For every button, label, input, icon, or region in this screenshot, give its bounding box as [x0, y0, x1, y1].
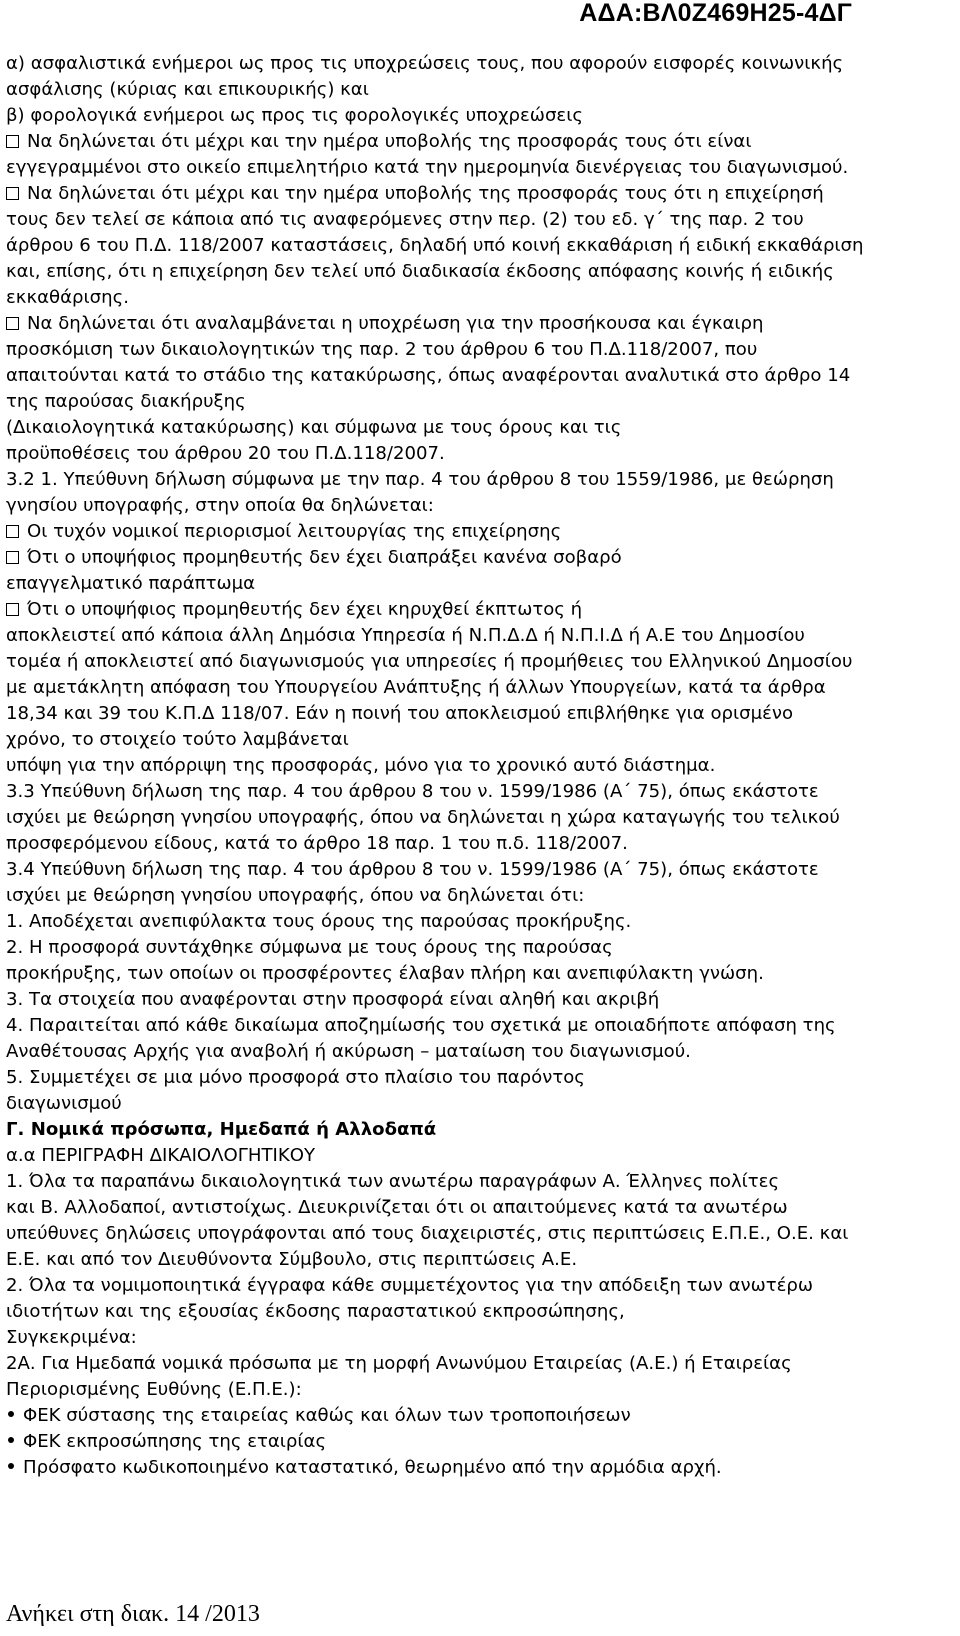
text-line	[6, 857, 954, 883]
text-line	[6, 1351, 954, 1377]
line-text: Συγκεκριμένα:	[6, 1327, 137, 1348]
checkbox-icon	[6, 551, 19, 564]
line-text: ασφάλισης (κύριας και επικουρικής) και	[6, 79, 369, 100]
page-footer: Ανήκει στη διακ. 14 /2013	[6, 1601, 260, 1627]
text-line	[6, 1169, 954, 1195]
text-line	[6, 181, 954, 207]
line-text: με αμετάκλητη απόφαση του Υπουργείου Ανάπτυξης ή άλλων Υπουργείων, κατά τα άρθρα	[6, 677, 826, 698]
text-line	[6, 701, 954, 727]
text-line	[6, 129, 954, 155]
document-body	[6, 51, 954, 1481]
checkbox-icon	[6, 317, 19, 330]
line-text: υπόψη για την απόρριψη της προσφοράς, μόνο για το χρονικό αυτό διάστημα.	[6, 755, 716, 776]
line-text: Να δηλώνεται ότι αναλαμβάνεται η υποχρέωση για την προσήκουσα και έγκαιρη	[27, 313, 764, 334]
line-text: Αναθέτουσας Αρχής για αναβολή ή ακύρωση – ματαίωση του διαγωνισμού.	[6, 1041, 691, 1062]
line-text: Περιορισμένης Ευθύνης (Ε.Π.Ε.):	[6, 1379, 302, 1400]
text-line	[6, 1377, 954, 1403]
line-text: ισχύει με θεώρηση γνησίου υπογραφής, όπου να δηλώνεται η χώρα καταγωγής του τελικού	[6, 807, 840, 828]
text-line	[6, 1299, 954, 1325]
checkbox-icon	[6, 603, 19, 616]
line-text: απαιτούνται κατά το στάδιο της κατακύρωσης, όπως αναφέρονται αναλυτικά στο άρθρο 14	[6, 365, 851, 386]
line-text: προσκόμιση των δικαιολογητικών της παρ. 2 του άρθρου 6 του Π.Δ.118/2007, που	[6, 339, 758, 360]
line-text: Να δηλώνεται ότι μέχρι και την ημέρα υποβολής της προσφοράς τους ότι η επιχείρησή	[27, 183, 824, 204]
text-line	[6, 519, 954, 545]
line-text: ιδιοτήτων και της εξουσίας έκδοσης παραστατικού εκπροσώπησης,	[6, 1301, 625, 1322]
line-text: Να δηλώνεται ότι μέχρι και την ημέρα υποβολής της προσφοράς τους ότι είναι	[27, 131, 752, 152]
line-text: (Δικαιολογητικά κατακύρωσης) και σύμφωνα με τους όρους και τις	[6, 417, 622, 438]
text-line	[6, 935, 954, 961]
line-text: προϋποθέσεις του άρθρου 20 του Π.Δ.118/2007.	[6, 443, 445, 464]
text-line	[6, 623, 954, 649]
line-text: εκκαθάρισης.	[6, 287, 129, 308]
text-line	[6, 1273, 954, 1299]
line-text: Ότι ο υποψήφιος προμηθευτής δεν έχει κηρυχθεί έκπτωτος ή	[27, 599, 583, 620]
text-line	[6, 1091, 954, 1117]
line-text: διαγωνισμού	[6, 1093, 122, 1114]
line-text: β) φορολογικά ενήμεροι ως προς τις φορολογικές υποχρεώσεις	[6, 105, 583, 126]
text-line	[6, 1195, 954, 1221]
line-text: 3.3 Υπεύθυνη δήλωση της παρ. 4 του άρθρου 8 του ν. 1599/1986 (Α΄ 75), όπως εκάστοτε	[6, 781, 819, 802]
bullet-icon	[8, 1437, 14, 1443]
text-line	[6, 545, 954, 571]
text-line	[6, 207, 954, 233]
text-line	[6, 727, 954, 753]
bullet-icon	[8, 1463, 14, 1469]
line-text: εγγεγραμμένοι στο οικείο επιμελητήριο κατά την ημερομηνία διενέργειας του διαγωνισμού.	[6, 157, 849, 178]
line-text: τους δεν τελεί σε κάποια από τις αναφερόμενες στην περ. (2) του εδ. γ΄ της παρ. 2 του	[6, 209, 804, 230]
line-text: ΦΕΚ σύστασης της εταιρείας καθώς και όλων των τροποποιήσεων	[23, 1405, 631, 1426]
line-text: γνησίου υπογραφής, στην οποία θα δηλώνεται:	[6, 495, 434, 516]
line-text: άρθρου 6 του Π.Δ. 118/2007 καταστάσεις, δηλαδή υπό κοινή εκκαθάριση ή ειδική εκκαθάριση	[6, 235, 864, 256]
line-text: 4. Παραιτείται από κάθε δικαίωμα αποζημίωσής του σχετικά με οποιαδήποτε απόφαση της	[6, 1015, 836, 1036]
line-text: 2Α. Για Ημεδαπά νομικά πρόσωπα με τη μορφή Ανωνύμου Εταιρείας (Α.Ε.) ή Εταιρείας	[6, 1353, 792, 1374]
line-text: της παρούσας διακήρυξης	[6, 391, 246, 412]
text-line	[6, 467, 954, 493]
text-line	[6, 1039, 954, 1065]
line-text: τομέα ή αποκλειστεί από διαγωνισμούς για υπηρεσίες ή προμήθειες του Ελληνικού Δημοσίου	[6, 651, 853, 672]
text-line	[6, 909, 954, 935]
line-text: επαγγελματικό παράπτωμα	[6, 573, 256, 594]
line-text: ισχύει με θεώρηση γνησίου υπογραφής, όπου να δηλώνεται ότι:	[6, 885, 585, 906]
checkbox-icon	[6, 135, 19, 148]
line-text: χρόνο, το στοιχείο τούτο λαμβάνεται	[6, 729, 349, 750]
text-line	[6, 883, 954, 909]
line-text: 3.2 1. Υπεύθυνη δήλωση σύμφωνα με την παρ. 4 του άρθρου 8 του 1559/1986, με θεώρηση	[6, 469, 834, 490]
text-line	[6, 597, 954, 623]
ada-code: ΑΔΑ:ΒΛ0Ζ469Η25-4ΔΓ	[579, 0, 852, 27]
text-line	[6, 1403, 954, 1429]
text-line	[6, 805, 954, 831]
text-line	[6, 675, 954, 701]
text-line	[6, 1325, 954, 1351]
bullet-icon	[8, 1411, 14, 1417]
text-line	[6, 103, 954, 129]
text-line	[6, 415, 954, 441]
text-line	[6, 285, 954, 311]
text-line	[6, 259, 954, 285]
text-line	[6, 571, 954, 597]
line-text: και, επίσης, ότι η επιχείρηση δεν τελεί υπό διαδικασία έκδοσης απόφασης κοινής ή ειδικής	[6, 261, 834, 282]
text-line	[6, 493, 954, 519]
text-line	[6, 77, 954, 103]
text-line	[6, 779, 954, 805]
text-line	[6, 1013, 954, 1039]
text-line	[6, 233, 954, 259]
line-text: 1. Όλα τα παραπάνω δικαιολογητικά των ανωτέρω παραγράφων Α. Έλληνες πολίτες	[6, 1171, 780, 1192]
text-line	[6, 1247, 954, 1273]
line-text: 1. Αποδέχεται ανεπιφύλακτα τους όρους της παρούσας προκήρυξης.	[6, 911, 632, 932]
section-heading	[6, 1117, 954, 1143]
text-line	[6, 337, 954, 363]
line-text: Ότι ο υποψήφιος προμηθευτής δεν έχει διαπράξει κανένα σοβαρό	[27, 547, 622, 568]
text-line	[6, 1143, 954, 1169]
text-line	[6, 389, 954, 415]
line-text: και Β. Αλλοδαποί, αντιστοίχως. Διευκρινίζεται ότι οι απαιτούμενες κατά τα ανωτέρω	[6, 1197, 788, 1218]
text-line	[6, 987, 954, 1013]
line-text: ΦΕΚ εκπροσώπησης της εταιρίας	[23, 1431, 327, 1452]
text-line	[6, 155, 954, 181]
line-text: Πρόσφατο κωδικοποιημένο καταστατικό, θεωρημένο από την αρμόδια αρχή.	[23, 1457, 722, 1478]
line-text: 5. Συμμετέχει σε μια μόνο προσφορά στο πλαίσιο του παρόντος	[6, 1067, 585, 1088]
line-text: αποκλειστεί από κάποια άλλη Δημόσια Υπηρεσία ή Ν.Π.Δ.Δ ή Ν.Π.Ι.Δ ή Α.Ε του Δημοσίου	[6, 625, 805, 646]
line-text: Ε.Ε. και από τον Διευθύνοντα Σύμβουλο, στις περιπτώσεις Α.Ε.	[6, 1249, 578, 1270]
text-line	[6, 1221, 954, 1247]
line-text: προκήρυξης, των οποίων οι προσφέροντες έλαβαν πλήρη και ανεπιφύλακτη γνώση.	[6, 963, 764, 984]
text-line	[6, 1455, 954, 1481]
line-text: α) ασφαλιστικά ενήμεροι ως προς τις υποχρεώσεις τους, που αφορούν εισφορές κοινωνικής	[6, 53, 844, 74]
text-line	[6, 1065, 954, 1091]
line-text: 3.4 Υπεύθυνη δήλωση της παρ. 4 του άρθρου 8 του ν. 1599/1986 (Α΄ 75), όπως εκάστοτε	[6, 859, 819, 880]
line-text: Οι τυχόν νομικοί περιορισμοί λειτουργίας της επιχείρησης	[27, 521, 562, 542]
checkbox-icon	[6, 187, 19, 200]
line-text: 2. Η προσφορά συντάχθηκε σύμφωνα με τους όρους της παρούσας	[6, 937, 613, 958]
line-text: Γ. Νομικά πρόσωπα, Ημεδαπά ή Αλλοδαπά	[6, 1119, 437, 1140]
text-line	[6, 441, 954, 467]
line-text: προσφερόμενου είδους, κατά το άρθρο 18 παρ. 1 του π.δ. 118/2007.	[6, 833, 628, 854]
line-text: 18,34 και 39 του Κ.Π.Δ 118/07. Εάν η ποινή του αποκλεισμού επιβλήθηκε για ορισμένο	[6, 703, 794, 724]
text-line	[6, 649, 954, 675]
text-line	[6, 961, 954, 987]
text-line	[6, 753, 954, 779]
line-text: υπεύθυνες δηλώσεις υπογράφονται από τους διαχειριστές, στις περιπτώσεις Ε.Π.Ε., Ο.Ε. και	[6, 1223, 849, 1244]
text-line	[6, 51, 954, 77]
text-line	[6, 1429, 954, 1455]
text-line	[6, 831, 954, 857]
text-line	[6, 363, 954, 389]
text-line	[6, 311, 954, 337]
line-text: 3. Τα στοιχεία που αναφέρονται στην προσφορά είναι αληθή και ακριβή	[6, 989, 660, 1010]
line-text: 2. Όλα τα νομιμοποιητικά έγγραφα κάθε συμμετέχοντος για την απόδειξη των ανωτέρω	[6, 1275, 814, 1296]
line-text: α.α ΠΕΡΙΓΡΑΦΗ ΔΙΚΑΙΟΛΟΓΗΤΙΚΟΥ	[6, 1145, 315, 1166]
checkbox-icon	[6, 525, 19, 538]
